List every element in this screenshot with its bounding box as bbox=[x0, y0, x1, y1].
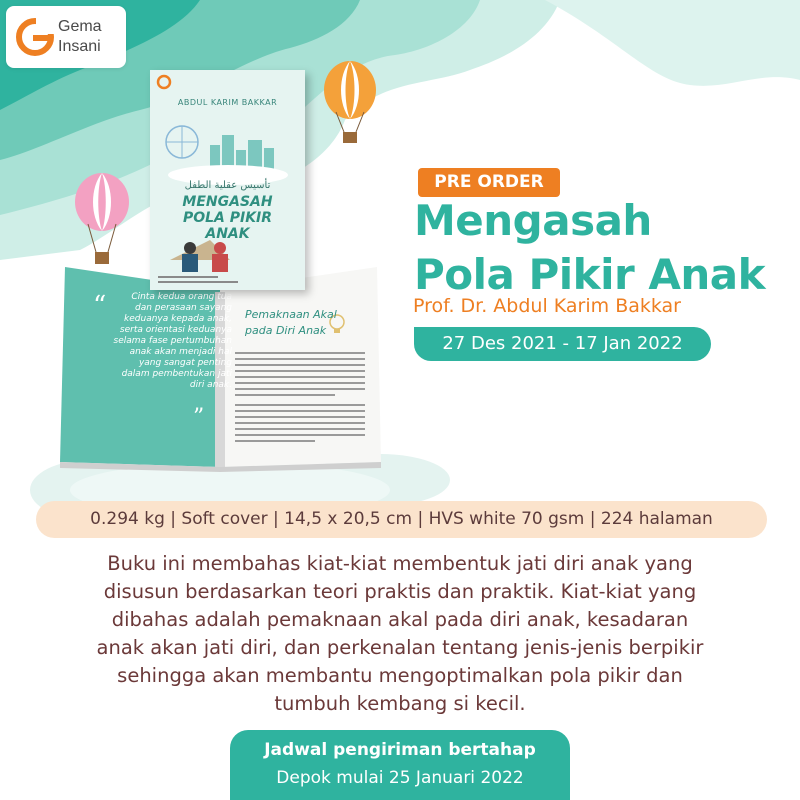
description-line: dibahas adalah pemaknaan akal pada diri anak, kesadaran bbox=[111, 608, 689, 631]
book-specs: 0.294 kg | Soft cover | 14,5 x 20,5 cm | HVS white 70 gsm | 224 halaman bbox=[36, 501, 767, 538]
cover-title-line2: POLA PIKIR bbox=[182, 210, 273, 226]
book-title-line1: Mengasah bbox=[414, 196, 652, 245]
description-line: Buku ini membahas kiat-kiat membentuk jati diri anak yang bbox=[107, 552, 693, 575]
shipping-schedule-subtitle: Depok mulai 25 Januari 2022 bbox=[276, 768, 524, 788]
cover-title-line3: ANAK bbox=[205, 226, 250, 242]
brand-name-line2: Insani bbox=[58, 38, 101, 55]
book-page-heading: Pemaknaan Akal pada Diri Anak bbox=[245, 308, 337, 337]
brand-logo[interactable] bbox=[6, 6, 126, 68]
shipping-schedule bbox=[230, 730, 570, 800]
hot-air-balloon-icon bbox=[320, 60, 380, 150]
book-author: Prof. Dr. Abdul Karim Bakkar bbox=[413, 295, 681, 317]
book-title-line2: Pola Pikir Anak bbox=[414, 250, 766, 299]
cover-author: ABDUL KARIM BAKKAR bbox=[177, 98, 278, 107]
shipping-schedule-title: Jadwal pengiriman bertahap bbox=[264, 740, 536, 760]
description-line: tumbuh kembang si kecil. bbox=[274, 692, 526, 715]
svg-text:“: “ bbox=[93, 291, 107, 321]
book-quote: Cinta kedua orang tua dan perasaan sayang keduanya kepada anak, serta orientasi keduanya selama fase pertumbuhan anak akan menjadi hal yang sangat penting dalam pembentukan jati diri anak. bbox=[113, 292, 232, 390]
description-line: sehingga akan membantu mengoptimalkan pola pikir dan bbox=[117, 664, 683, 687]
svg-text:”: ” bbox=[193, 405, 205, 430]
book-description bbox=[30, 550, 770, 718]
cover-arabic-title: تأسيس عقلية الطفل bbox=[184, 180, 271, 191]
cover-title-line1: MENGASAH bbox=[182, 194, 273, 210]
book-cover bbox=[150, 70, 305, 290]
description-line: disusun berdasarkan teori praktis dan praktik. Kiat-kiat yang bbox=[103, 580, 697, 603]
pre-order-badge: PRE ORDER bbox=[418, 168, 560, 197]
brand-name-line1: Gema bbox=[58, 18, 102, 35]
pre-order-date-range: 27 Des 2021 - 17 Jan 2022 bbox=[414, 327, 711, 361]
gema-insani-logo-icon bbox=[16, 18, 54, 56]
description-line: anak akan jati diri, dan perkenalan tentang jenis-jenis berpikir bbox=[96, 636, 704, 659]
hot-air-balloon-pink-icon bbox=[72, 172, 132, 272]
